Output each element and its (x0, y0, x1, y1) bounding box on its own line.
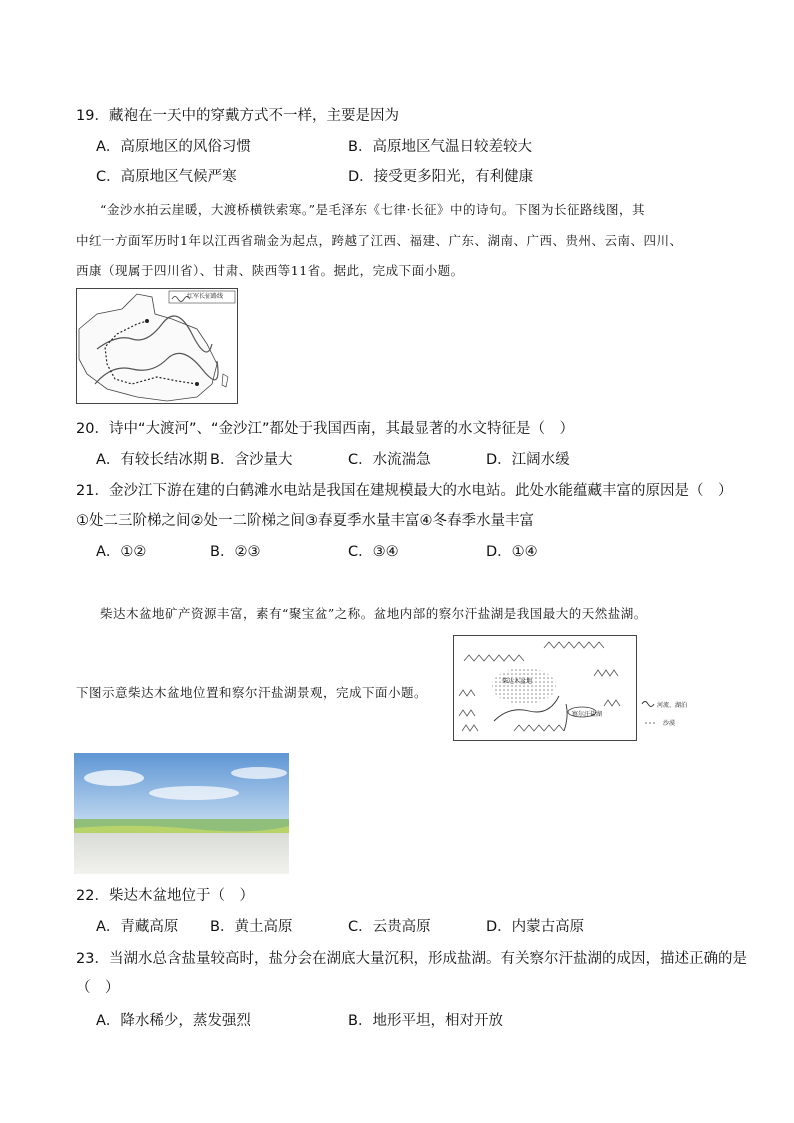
qaidam-map-legend (641, 696, 691, 736)
q19-option-c: C．高原地区气候严寒 (96, 169, 237, 185)
q23-paren: （ ） (76, 980, 120, 996)
qaidam-basin-map-graphic (454, 636, 636, 740)
q20-option-a: A．有较长结冰期 (96, 452, 208, 468)
q22-option-a: A．青藏高原 (96, 919, 179, 935)
legend-desert-label: 沙漠 (663, 720, 676, 727)
map1-legend-label: 红军长征路线 (187, 293, 224, 300)
legend-water-label: 河流、湖泊 (657, 702, 688, 709)
q22-stem: 22．柴达木盆地位于（ ） (76, 888, 254, 904)
q23-option-b: B．地形平坦，相对开放 (348, 1013, 503, 1029)
q22-option-b: B．黄土高原 (210, 919, 293, 935)
q19-stem: 19．藏袍在一天中的穿戴方式不一样，主要是因为 (76, 108, 399, 124)
q19-option-a: A．高原地区的风俗习惯 (96, 139, 251, 155)
desert-legend-icon (643, 718, 659, 728)
q20-option-d: D．江阔水缓 (486, 452, 570, 468)
q19-option-b: B．高原地区气温日较差较大 (348, 139, 532, 155)
intro1-line2: 中红一方面军历时1年以江西省瑞金为起点，跨越了江西、福建、广东、湖南、广西、贵州、云南、四川、 (76, 233, 683, 248)
q20-option-b: B．含沙量大 (210, 452, 293, 468)
q20-stem: 20．诗中“大渡河”、“金沙江”都处于我国西南，其最显著的水文特征是（ ） (76, 421, 574, 437)
q21-option-a: A．①② (96, 544, 147, 560)
q21-option-b: B．②③ (210, 544, 261, 560)
q21-option-d: D．①④ (486, 544, 538, 560)
qaidam-basin-map (453, 635, 637, 741)
long-march-map (76, 288, 238, 404)
intro1-line3: 西康（现属于四川省）、甘肃、陕西等11省。据此，完成下面小题。 (76, 263, 464, 278)
intro2-line1: 柴达木盆地矿产资源丰富，素有“聚宝盆”之称。盆地内部的察尔汗盐湖是我国最大的天然盐湖。 (100, 606, 647, 621)
q23-option-a: A．降水稀少，蒸发强烈 (96, 1013, 251, 1029)
q23-stem: 23．当湖水总含盐量较高时，盐分会在湖底大量沉积，形成盐湖。有关察尔汗盐湖的成因，描述正确的是 (76, 951, 747, 967)
intro1-line1: “金沙水拍云崖暖，大渡桥横铁索寒。”是毛泽东《七律·长征》中的诗句。下图为长征路线图，其 (100, 202, 646, 217)
q19-option-d: D．接受更多阳光，有利健康 (348, 169, 534, 185)
q21-statements: ①处二三阶梯之间②处一二阶梯之间③春夏季水量丰富④冬春季水量丰富 (76, 513, 534, 529)
q20-option-c: C．水流湍急 (348, 452, 431, 468)
map2-basin-label: 柴达木盆地 (502, 678, 533, 685)
q21-option-c: C．③④ (348, 544, 399, 560)
salt-lake-photo (74, 753, 289, 874)
q22-option-c: C．云贵高原 (348, 919, 431, 935)
intro2-line2: 下图示意柴达木盆地位置和察尔汗盐湖景观，完成下面小题。 (76, 685, 428, 700)
q21-stem: 21．金沙江下游在建的白鹤滩水电站是我国在建规模最大的水电站。此处水能蕴藏丰富的原因是（ ） (76, 483, 733, 499)
water-legend-icon (641, 698, 657, 710)
long-march-map-graphic (77, 289, 237, 403)
map2-lake-label: 察尔汗盐湖 (572, 711, 603, 718)
q22-option-d: D．内蒙古高原 (486, 919, 585, 935)
salt-lake-photo-graphic (74, 753, 289, 874)
